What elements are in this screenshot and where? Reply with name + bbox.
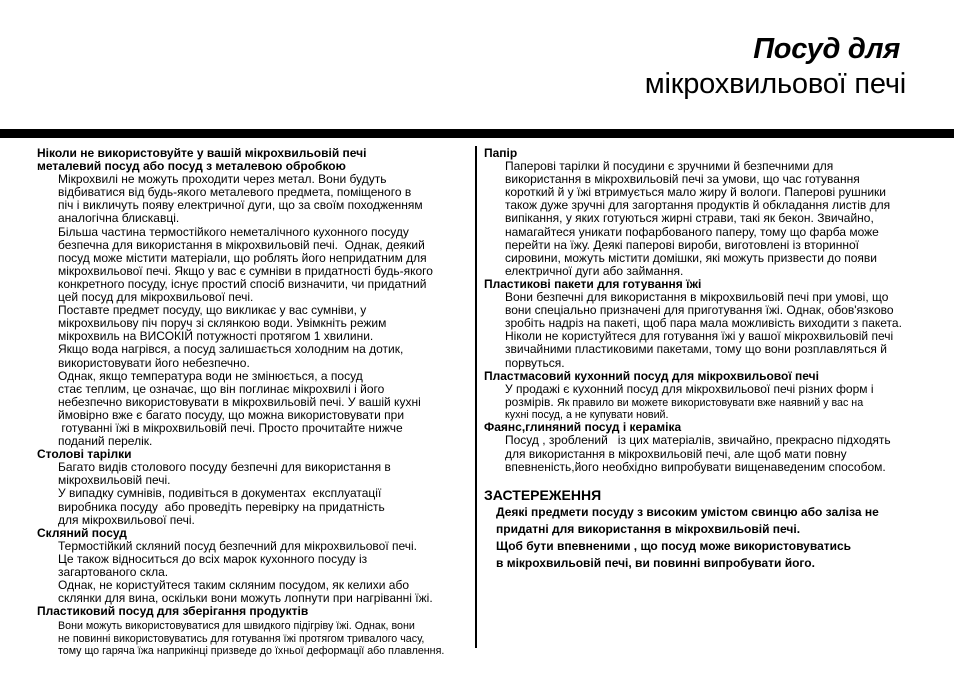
text-line: безпечна для використання в мікрохвильовій печі. Однак, деякий [58, 237, 425, 252]
text-line: звичайними пластиковими пакетами, тому що вони розплавляться й [505, 342, 887, 357]
text-line: мікрохвильової печі. Якщо у вас є сумніви в придатності будь-якого [58, 263, 433, 278]
paper-paragraph [505, 160, 910, 278]
left-column [37, 147, 462, 657]
metal-warning-heading: Ніколи не використовуйте у вашій мікрохвильовій печі [37, 146, 367, 160]
text-line: порвуться. [505, 355, 565, 370]
plastic-cookware-heading: Пластмасовий кухонний посуд для мікрохвильової печі [484, 368, 819, 383]
text-line: аналогічна блискавці. [58, 211, 180, 226]
text-line: Однак, якщо температура води не змінюється, а посуд [58, 368, 363, 383]
text-line: також дуже зручні для загортання продуктів й обкладання листів для [505, 198, 891, 213]
plastic-cookware-line3: кухні посуд, а не купувати новий. [505, 409, 669, 422]
header-rule [0, 129, 954, 138]
text-line: стає теплим, це означає, що він поглинає мікрохвилі і його [58, 381, 385, 396]
text-line: У випадку сумнівів, подивіться в документах експлуатації [58, 486, 382, 501]
text-line: Щоб бути впевненими , що посуд може використовуватись [496, 538, 852, 553]
text-line: для мікрохвильової печі. [58, 512, 195, 527]
text-line: поданий перелік. [58, 434, 153, 449]
text-line: сировини, можуть містити домішки, які можуть призвести до появи [505, 250, 878, 265]
table-heading: Столові тарілки [37, 447, 132, 462]
bags-paragraph [505, 291, 910, 370]
text-line: вони спеціально призначені для приготування їжі. Однак, обов'язково [505, 303, 894, 318]
text-line: Вони можуть використовуватися для швидкого підігріву їжі. Однак, вони [58, 620, 415, 633]
glass-heading: Скляний посуд [37, 525, 127, 540]
text-line: Багато видів столового посуду безпечні для використання в [58, 460, 391, 475]
text-line: Вони безпечні для використання в мікрохвильовій печі при умові, що [505, 290, 889, 305]
text-line: мікрохвильовій печі. [58, 473, 171, 488]
text-line: перейти на їжу. Деякі паперові вироби, виготовлені із вторинної [505, 237, 859, 252]
page-title-line1: Посуд для [753, 33, 900, 65]
text-line: Це також відноситься до всіх марок кухонного посуду із [58, 551, 368, 566]
text-line: відбиватися від будь-якого металевого предмета, поміщеного в [58, 185, 412, 200]
plastic-cookware-line2b: Як правило ви можете використовувати вже наявний у вас на [557, 396, 864, 409]
text-line: Ніколи не користуйтеся для готування їжі у вашої мікрохвильовій печі [505, 329, 894, 344]
text-line: склянки для вина, оскільки вони можуть лопнути при нагріванні їжі. [58, 591, 433, 606]
text-line: готуванні їжі в мікрохвильовій печі. Просто прочитайте нижче [58, 420, 403, 435]
text-line: загартованого скла. [58, 565, 169, 579]
text-line: Термостійкий скляний посуд безпечний для мікрохвильової печі. [58, 538, 418, 553]
text-line: не повинні використовуватись для готування їжі протягом тривалого часу, [58, 632, 425, 645]
plastic-cookware-line2 [505, 396, 910, 409]
text-line: піч і викличуть появу електричної дуги, що за своїм походженням [58, 198, 423, 213]
text-line: Однак, не користуйтеся таким скляним посудом, як келихи або [58, 578, 410, 593]
plastic-storage-heading: Пластиковий посуд для зберігання продуктів [37, 604, 309, 619]
text-line: мікрохвильову піч поруч зі склянкою води. Увімкніть режим [58, 316, 387, 331]
plastic-cookware-paragraph [505, 383, 910, 422]
metal-paragraph [58, 173, 462, 448]
metal-warning-heading-2: металевий посуд або посуд з металевою обробкою [37, 159, 346, 174]
text-line: придатні для використання в мікрохвильовій печі. [496, 521, 801, 536]
text-line: використання в мікрохвильовій печі за умови, що час готування [505, 172, 860, 187]
text-line: Паперові тарілки й посудини є зручними й безпечними для [505, 159, 834, 174]
text-line: для використання в мікрохвильовій печі, але щоб мати повну [505, 446, 847, 461]
bags-heading: Пластикові пакети для готування їжі [484, 276, 702, 291]
table-paragraph [58, 461, 462, 526]
text-line: посуд може містити матеріали, що роблять його непридатним для [58, 250, 427, 265]
text-line: тому що гаряча їжа наприкінці призведе до їхньої деформації або плавлення. [58, 644, 445, 657]
text-line: Мікрохвилі не можуть проходити через метал. Вони будуть [58, 172, 387, 187]
text-line: електричної дуги або займання. [505, 263, 684, 278]
text-line: використовувати його небезпечно. [58, 355, 250, 370]
plastic-storage-paragraph [58, 620, 462, 657]
warning-paragraph [496, 504, 910, 572]
paper-heading: Папір [484, 146, 518, 160]
plastic-cookware-line1: У продажі є кухонний посуд для мікрохвильової печі різних форм і [505, 381, 874, 396]
text-line: випікання, у яких готуються жирні страви, такі як бекон. Звичайно, [505, 211, 874, 226]
text-line: Посуд , зроблений із цих матеріалів, звичайно, прекрасно підходять [505, 433, 891, 448]
text-line: Деякі предмети посуду з високим умістом свинцю або заліза не [496, 504, 879, 519]
ceramics-paragraph [505, 434, 910, 473]
text-line: короткий й у їжі втримується мало жиру й вологи. Паперові рушники [505, 185, 886, 200]
text-line: ймовірно вже є багато посуду, що можна використовувати при [58, 407, 405, 422]
text-line: намагайтеся уникати пофарбованого паперу, тому що фарба може [505, 224, 879, 239]
text-line: Якщо вода нагрівся, а посуд залишається холодним на дотик, [58, 342, 404, 357]
page-title [645, 32, 906, 102]
text-line: виробника посуду або проведіть перевірку на придатність [58, 499, 385, 514]
glass-paragraph [58, 540, 462, 605]
text-line: в мікрохвильовій печі, ви повинні випробувати його. [496, 555, 815, 570]
text-line: мікрохвиль на ВИСОКІЙ потужності протягом 1 хвилини. [58, 329, 374, 344]
warning-heading: ЗАСТЕРЕЖЕННЯ [484, 486, 602, 503]
right-column [484, 147, 910, 572]
column-divider [475, 146, 477, 648]
text-line: зробіть надріз на пакеті, щоб пара мала можливість виходити з пакета. [505, 316, 902, 331]
text-line: небезпечно використовувати в мікрохвильовій печі. У вашій кухні [58, 394, 421, 409]
plastic-cookware-line2a: розмірів. [505, 394, 558, 409]
text-line: конкретного посуду, існує простий спосіб визначити, чи придатний [58, 276, 427, 291]
text-line: Більша частина термостійкого неметалічного кухонного посуду [58, 224, 409, 239]
text-line: цей посуд для мікрохвильової печі. [58, 290, 254, 305]
text-line: впевненість,його необхідно випробувати вищенаведеним способом. [505, 459, 886, 474]
ceramics-heading: Фаянс,глиняний посуд і кераміка [484, 420, 682, 435]
page-title-line2: мікрохвильової печі [644, 68, 906, 100]
text-line: Поставте предмет посуду, що викликає у вас сумніви, у [58, 303, 367, 318]
